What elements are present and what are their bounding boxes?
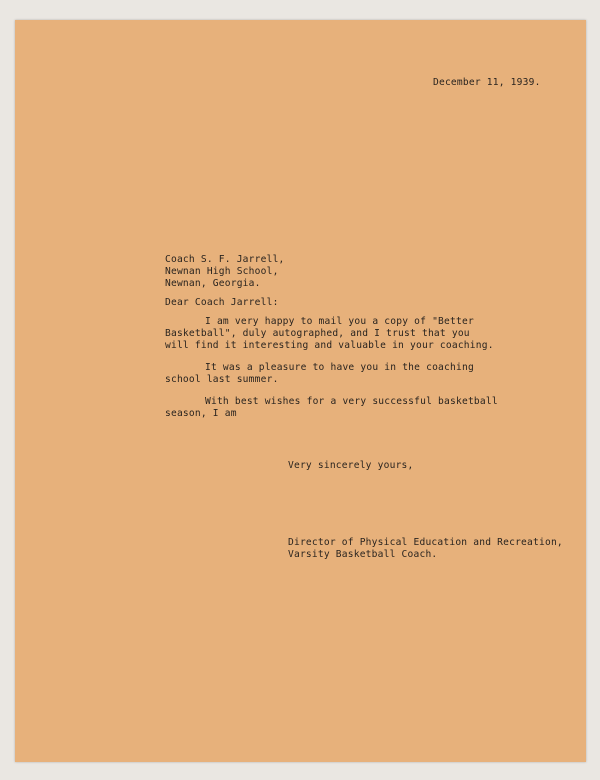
signature-title-line: Director of Physical Education and Recreation, [288, 537, 563, 548]
body-paragraph-3-line: season, I am [165, 408, 237, 419]
salutation: Dear Coach Jarrell: [165, 297, 279, 308]
body-paragraph-1-line: I am very happy to mail you a copy of "Better [205, 316, 474, 327]
body-paragraph-1-line: Basketball", duly autographed, and I trust that you [165, 328, 470, 339]
signature-title-line: Varsity Basketball Coach. [288, 549, 438, 560]
letter-page [15, 20, 586, 762]
letter-date: December 11, 1939. [433, 77, 541, 88]
closing: Very sincerely yours, [288, 460, 414, 471]
body-paragraph-3-line: With best wishes for a very successful basketball [205, 396, 498, 407]
body-paragraph-2-line: It was a pleasure to have you in the coaching [205, 362, 474, 373]
addressee-line: Newnan High School, [165, 266, 279, 277]
body-paragraph-1-line: will find it interesting and valuable in your coaching. [165, 340, 494, 351]
addressee-line: Coach S. F. Jarrell, [165, 254, 285, 265]
body-paragraph-2-line: school last summer. [165, 374, 279, 385]
addressee-line: Newnan, Georgia. [165, 278, 261, 289]
